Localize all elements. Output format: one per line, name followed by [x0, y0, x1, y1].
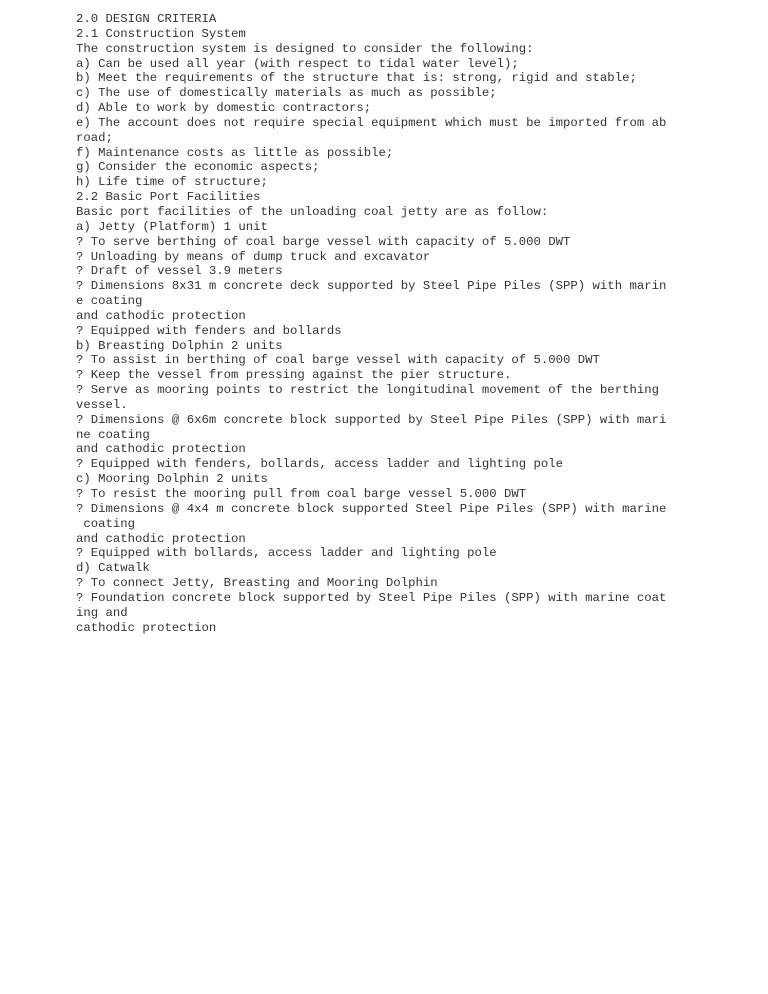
text-line: and cathodic protection [76, 308, 246, 323]
text-line: ? Draft of vessel 3.9 meters [76, 264, 283, 279]
text-line: ? Dimensions @ 4x4 m concrete block supported Steel Pipe Piles (SPP) with marine [76, 501, 667, 516]
text-line: ? Equipped with fenders and bollards [76, 323, 342, 338]
text-line: ing and [76, 605, 128, 620]
text-line: d) Able to work by domestic contractors; [76, 101, 372, 116]
text-line: ? Equipped with bollards, access ladder and lighting pole [76, 546, 497, 561]
text-line: d) Catwalk [76, 561, 150, 576]
text-line: c) The use of domestically materials as much as possible; [76, 86, 497, 101]
text-line: ? To connect Jetty, Breasting and Mooring Dolphin [76, 576, 438, 591]
text-line: b) Meet the requirements of the structure that is: strong, rigid and stable; [76, 71, 637, 86]
text-line: road; [76, 130, 113, 145]
text-line: ? Foundation concrete block supported by Steel Pipe Piles (SPP) with marine coat [76, 590, 667, 605]
text-line: and cathodic protection [76, 442, 246, 457]
text-line: 2.0 DESIGN CRITERIA [76, 12, 217, 26]
text-line: cathodic protection [76, 620, 217, 635]
text-line: e) The account does not require special equipment which must be imported from ab [76, 115, 667, 130]
text-line: ? Keep the vessel from pressing against the pier structure. [76, 368, 512, 383]
text-line: Basic port facilities of the unloading coal jetty are as follow: [76, 204, 549, 219]
text-line: and cathodic protection [76, 531, 246, 546]
text-line: a) Can be used all year (with respect to tidal water level); [76, 56, 519, 71]
text-line: vessel. [76, 397, 128, 412]
text-line: ne coating [76, 427, 150, 442]
text-line: 2.1 Construction System [76, 26, 246, 41]
text-line: h) Life time of structure; [76, 175, 268, 190]
text-line: b) Breasting Dolphin 2 units [76, 338, 283, 353]
text-line: ? To assist in berthing of coal barge vessel with capacity of 5.000 DWT [76, 353, 600, 368]
text-line: g) Consider the economic aspects; [76, 160, 320, 175]
text-line: f) Maintenance costs as little as possible; [76, 145, 394, 160]
text-line: coating [76, 516, 136, 531]
text-line: ? Dimensions 8x31 m concrete deck supported by Steel Pipe Piles (SPP) with marin [76, 279, 667, 294]
text-line: 2.2 Basic Port Facilities [76, 190, 261, 205]
text-line: ? Unloading by means of dump truck and excavator [76, 249, 431, 264]
text-line: ? Dimensions @ 6x6m concrete block supported by Steel Pipe Piles (SPP) with mari [76, 412, 667, 427]
text-line: ? To serve berthing of coal barge vessel with capacity of 5.000 DWT [76, 234, 571, 249]
text-line: ? Equipped with fenders, bollards, access ladder and lighting pole [76, 457, 564, 472]
text-line: c) Mooring Dolphin 2 units [76, 472, 268, 487]
text-line: ? Serve as mooring points to restrict the longitudinal movement of the berthing [76, 383, 659, 398]
text-line: The construction system is designed to consider the following: [76, 41, 534, 56]
text-line: a) Jetty (Platform) 1 unit [76, 219, 268, 234]
document-text [76, 12, 696, 635]
text-line: ? To resist the mooring pull from coal barge vessel 5.000 DWT [76, 487, 527, 501]
text-line: e coating [76, 294, 143, 309]
